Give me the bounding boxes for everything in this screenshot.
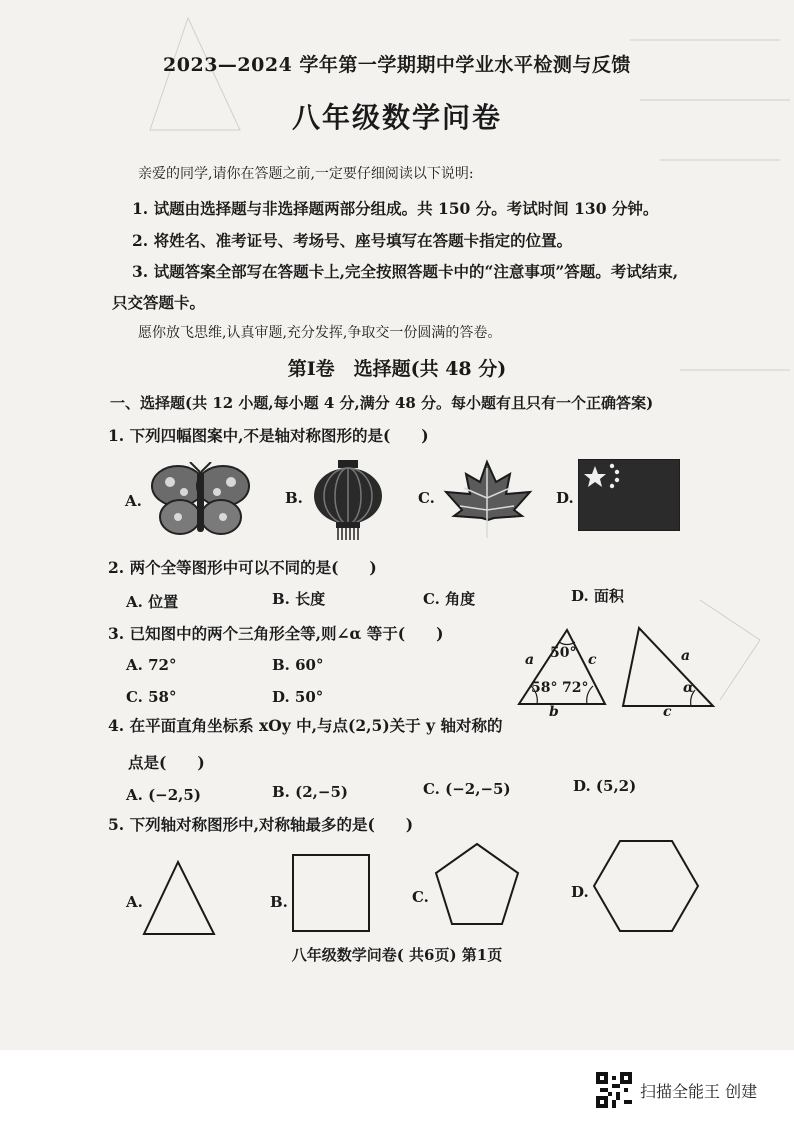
page-footer: 八年级数学问卷( 共6页) 第1页 [291, 946, 503, 964]
right-angle-label: 72° [562, 680, 589, 696]
question-1-stem: 1. 下列四幅图案中,不是轴对称图形的是( ) [108, 426, 429, 445]
q2-option-a: A. 位置 [126, 593, 179, 611]
q1-option-a-label: A. [125, 492, 142, 510]
side-b-label: b [549, 704, 559, 720]
instruction-3: 3. 试题答案全部写在答题卡上,完全按照答题卡中的“注意事项”答题。考试结束, [132, 262, 679, 281]
question-3-stem: 3. 已知图中的两个三角形全等,则∠α 等于( ) [108, 624, 444, 643]
q2-option-d: D. 面积 [571, 587, 624, 605]
q2-option-c: C. 角度 [423, 590, 476, 608]
side-c-label: c [588, 652, 597, 668]
q5-option-c-label: C. [412, 888, 429, 906]
q4-option-a: A. (−2,5) [126, 786, 201, 804]
side-a-label: a [525, 652, 535, 668]
maple-leaf-image [440, 458, 535, 540]
question-2-stem: 2. 两个全等图形中可以不同的是( ) [108, 558, 377, 577]
instruction-1: 1. 试题由选择题与非选择题两部分组成。共 150 分。考试时间 130 分钟。 [132, 199, 659, 218]
q4-option-b: B. (2,−5) [272, 783, 348, 801]
congruent-triangles-figure [505, 622, 730, 722]
q3-option-c: C. 58° [126, 688, 177, 706]
square-shape [290, 852, 374, 936]
q2-option-b: B. 长度 [272, 590, 326, 608]
q1-option-c-label: C. [418, 489, 435, 507]
q3-option-a: A. 72° [126, 656, 177, 674]
q4-option-c: C. (−2,−5) [423, 780, 511, 798]
question-5-stem: 5. 下列轴对称图形中,对称轴最多的是( ) [108, 815, 414, 834]
wish-text: 愿你放飞思维,认真审题,充分发挥,争取交一份圆满的答卷。 [138, 325, 502, 341]
q1-option-d-label: D. [556, 489, 574, 507]
q5-option-d-label: D. [571, 883, 589, 901]
right-triangle-side-c: c [663, 704, 672, 720]
scanner-watermark: 扫描全能王 创建 [640, 1082, 758, 1101]
question-4-stem-continued: 点是( ) [128, 753, 205, 772]
part-heading: 一、选择题(共 12 小题,每小题 4 分,满分 48 分。每小题有且只有一个正确答案) [110, 394, 654, 412]
paper-title: 八年级数学问卷 [291, 101, 502, 134]
q4-option-d: D. (5,2) [573, 777, 637, 795]
q1-option-b-label: B. [285, 489, 303, 507]
q3-option-d: D. 50° [272, 688, 324, 706]
left-angle-label: 58° [531, 680, 558, 696]
exam-title: 2023—2024 学年第一学期期中学业水平检测与反馈 [163, 54, 631, 76]
alpha-angle-label: α [683, 680, 694, 696]
q3-option-b: B. 60° [272, 656, 324, 674]
greeting-text: 亲爱的同学,请你在答题之前,一定要仔细阅读以下说明: [138, 166, 474, 182]
q5-option-b-label: B. [270, 893, 288, 911]
question-4-stem: 4. 在平面直角坐标系 xOy 中,与点(2,5)关于 y 轴对称的 [108, 716, 503, 735]
instruction-3-continued: 只交答题卡。 [112, 293, 206, 312]
butterfly-image [148, 462, 253, 538]
pentagon-shape [432, 840, 522, 930]
flag-image [578, 459, 680, 531]
right-triangle-side-a: a [681, 648, 691, 664]
triangle-shape [140, 858, 220, 938]
instruction-2: 2. 将姓名、准考证号、考场号、座号填写在答题卡指定的位置。 [132, 231, 573, 250]
hexagon-shape [590, 838, 702, 934]
top-angle-label: 50° [550, 645, 577, 661]
q5-option-a-label: A. [126, 893, 143, 911]
lantern-image [308, 458, 388, 542]
qr-code-icon [596, 1072, 632, 1108]
section-title: 第Ⅰ卷 选择题(共 48 分) [287, 358, 507, 380]
